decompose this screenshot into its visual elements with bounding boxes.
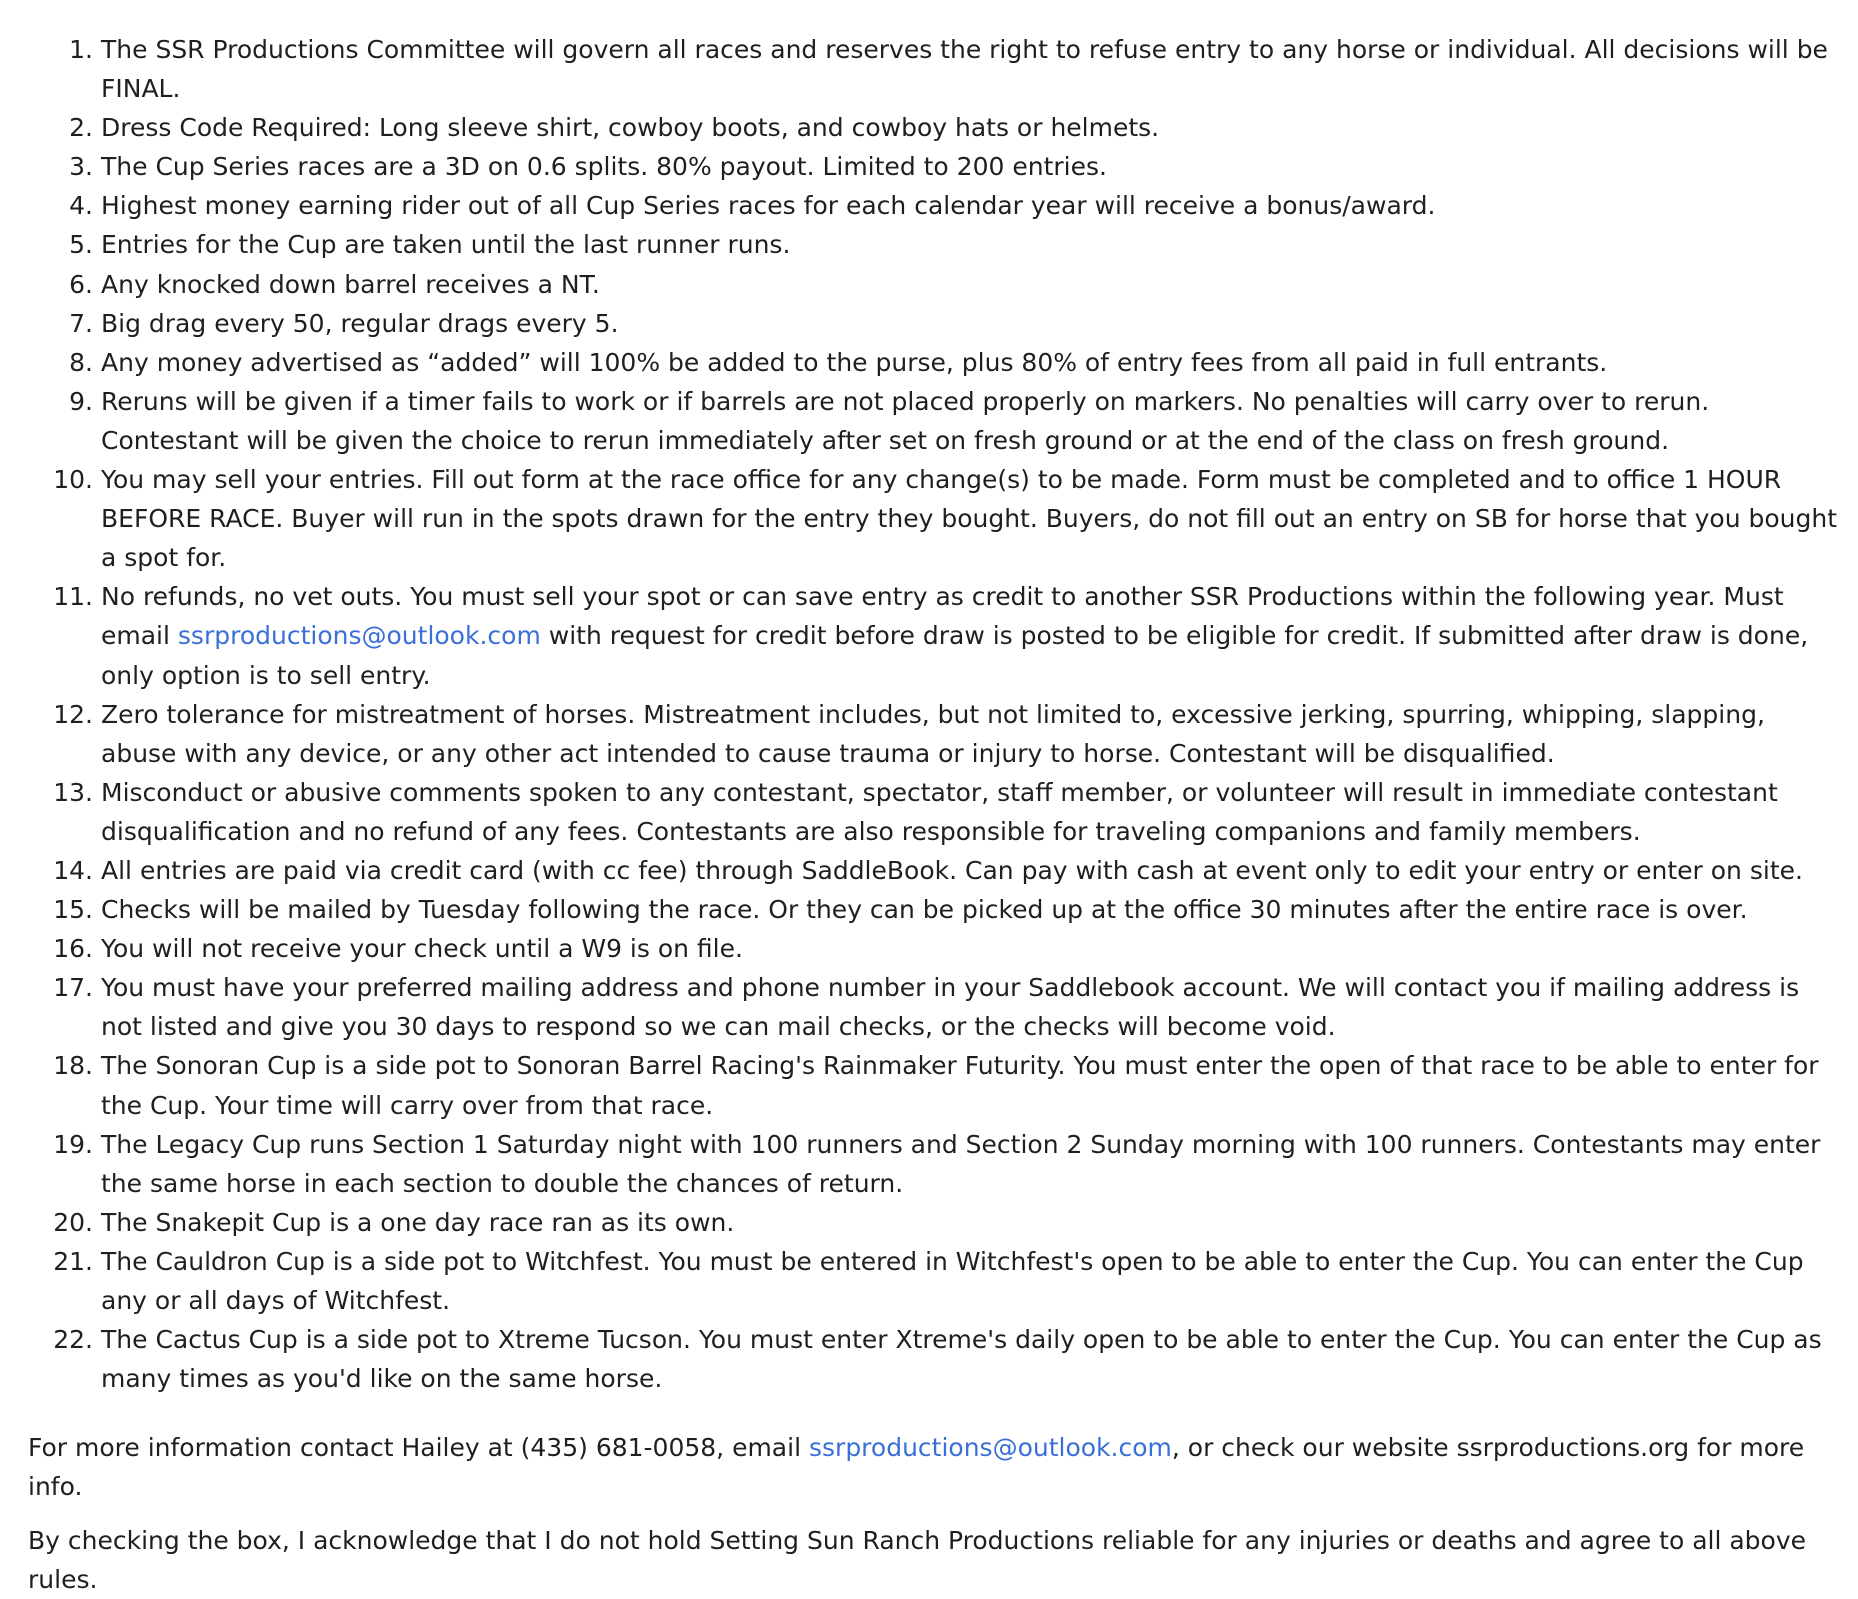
rule-item <box>101 30 1838 108</box>
rule-text: Zero tolerance for mistreatment of horses. Mistreatment includes, but not limited to, excessive jerking, spurring, whipping, slapping, abuse with any device, or any other act intended to cause trauma or injury to horse. Contestant will be disqualified. <box>101 699 1765 768</box>
rule-item <box>101 695 1838 773</box>
rule-item <box>101 929 1838 968</box>
rule-text: The Snakepit Cup is a one day race ran as its own. <box>101 1207 735 1237</box>
rule-text: Reruns will be given if a timer fails to work or if barrels are not placed properly on markers. No penalties will carry over to rerun. Contestant will be given the choice to rerun immediately after set on fresh ground or at the end of the class on fresh ground. <box>101 386 1710 455</box>
rule-text: Big drag every 50, regular drags every 5. <box>101 308 619 338</box>
rule-item <box>101 382 1838 460</box>
rule-item <box>101 851 1838 890</box>
rule-text: The SSR Productions Committee will govern all races and reserves the right to refuse entry to any horse or individual. All decisions will be FINAL. <box>101 35 1828 104</box>
rule-text: Misconduct or abusive comments spoken to any contestant, spectator, staff member, or volunteer will result in immediate contestant disqualification and no refund of any fees. Contestants are also responsible for traveling companions and family members. <box>101 777 1778 846</box>
contact-text-after: , or check our website ssrproductions.org for more info. <box>28 1433 1805 1502</box>
rule-text: Entries for the Cup are taken until the last runner runs. <box>101 230 791 260</box>
rule-item <box>101 968 1838 1046</box>
rule-text: You may sell your entries. Fill out form at the race office for any change(s) to be made. Form must be completed and to office 1 HOUR BEFORE RACE. Buyer will run in the spots drawn for the entry they bought. Buyers, do not fill out an entry on SB for horse that you bought a spot for. <box>101 465 1838 573</box>
contact-email-link[interactable]: ssrproductions@outlook.com <box>808 1433 1172 1463</box>
rule-text: The Sonoran Cup is a side pot to Sonoran Barrel Racing's Rainmaker Futurity. You must enter the open of that race to be able to enter for the Cup. Your time will carry over from that race. <box>101 1051 1819 1120</box>
rule-item <box>101 225 1838 264</box>
rule-text: Any money advertised as “added” will 100% be added to the purse, plus 80% of entry fees from all paid in full entrants. <box>101 347 1608 377</box>
rule-item <box>101 108 1838 147</box>
rule-text: You will not receive your check until a W9 is on file. <box>101 934 743 964</box>
rule-item <box>101 1242 1838 1320</box>
rule-text: The Cactus Cup is a side pot to Xtreme Tucson. You must enter Xtreme's daily open to be able to enter the Cup. You can enter the Cup as many times as you'd like on the same horse. <box>101 1325 1822 1394</box>
rule-item <box>101 1125 1838 1203</box>
rules-list <box>28 30 1838 1398</box>
rule-text: The Cup Series races are a 3D on 0.6 splits. 80% payout. Limited to 200 entries. <box>101 152 1107 182</box>
rule-text: Checks will be mailed by Tuesday following the race. Or they can be picked up at the office 30 minutes after the entire race is over. <box>101 895 1748 925</box>
rule-item <box>101 186 1838 225</box>
rule-text: You must have your preferred mailing address and phone number in your Saddlebook account. We will contact you if mailing address is not listed and give you 30 days to respond so we can mail checks, or the checks will become void. <box>101 973 1800 1042</box>
rule-item <box>101 577 1838 694</box>
rule-item <box>101 1046 1838 1124</box>
contact-text-before: For more information contact Hailey at (435) 681-0058, email <box>28 1433 809 1463</box>
acknowledgement-text: By checking the box, I acknowledge that I do not hold Setting Sun Ranch Productions reliable for any injuries or deaths and agree to all above rules. <box>28 1526 1807 1595</box>
rule-item <box>101 1320 1838 1398</box>
rule-item <box>101 265 1838 304</box>
rule-item <box>101 460 1838 577</box>
rule-text: Dress Code Required: Long sleeve shirt, cowboy boots, and cowboy hats or helmets. <box>101 113 1160 143</box>
rule-text: All entries are paid via credit card (with cc fee) through SaddleBook. Can pay with cash at event only to edit your entry or enter on site. <box>101 855 1803 885</box>
rule-text: The Legacy Cup runs Section 1 Saturday night with 100 runners and Section 2 Sunday morning with 100 runners. Contestants may enter the same horse in each section to double the chances of return. <box>101 1129 1821 1198</box>
contact-info <box>28 1428 1838 1506</box>
rule-item <box>101 304 1838 343</box>
email-link[interactable]: ssrproductions@outlook.com <box>177 621 541 651</box>
rule-item <box>101 147 1838 186</box>
rule-item <box>101 1203 1838 1242</box>
rule-item <box>101 773 1838 851</box>
rule-text: The Cauldron Cup is a side pot to Witchfest. You must be entered in Witchfest's open to be able to enter the Cup. You can enter the Cup any or all days of Witchfest. <box>101 1246 1804 1315</box>
rule-text: Any knocked down barrel receives a NT. <box>101 269 600 299</box>
rule-text-after-email: with request for credit before draw is posted to be eligible for credit. If submitted after draw is done, only option is to sell entry. <box>101 621 1809 690</box>
rule-item <box>101 343 1838 382</box>
rule-text: Highest money earning rider out of all Cup Series races for each calendar year will receive a bonus/award. <box>101 191 1436 221</box>
rule-text-before-email: No refunds, no vet outs. You must sell your spot or can save entry as credit to another SSR Productions within the following year. Must email <box>101 582 1784 651</box>
rule-item <box>101 890 1838 929</box>
